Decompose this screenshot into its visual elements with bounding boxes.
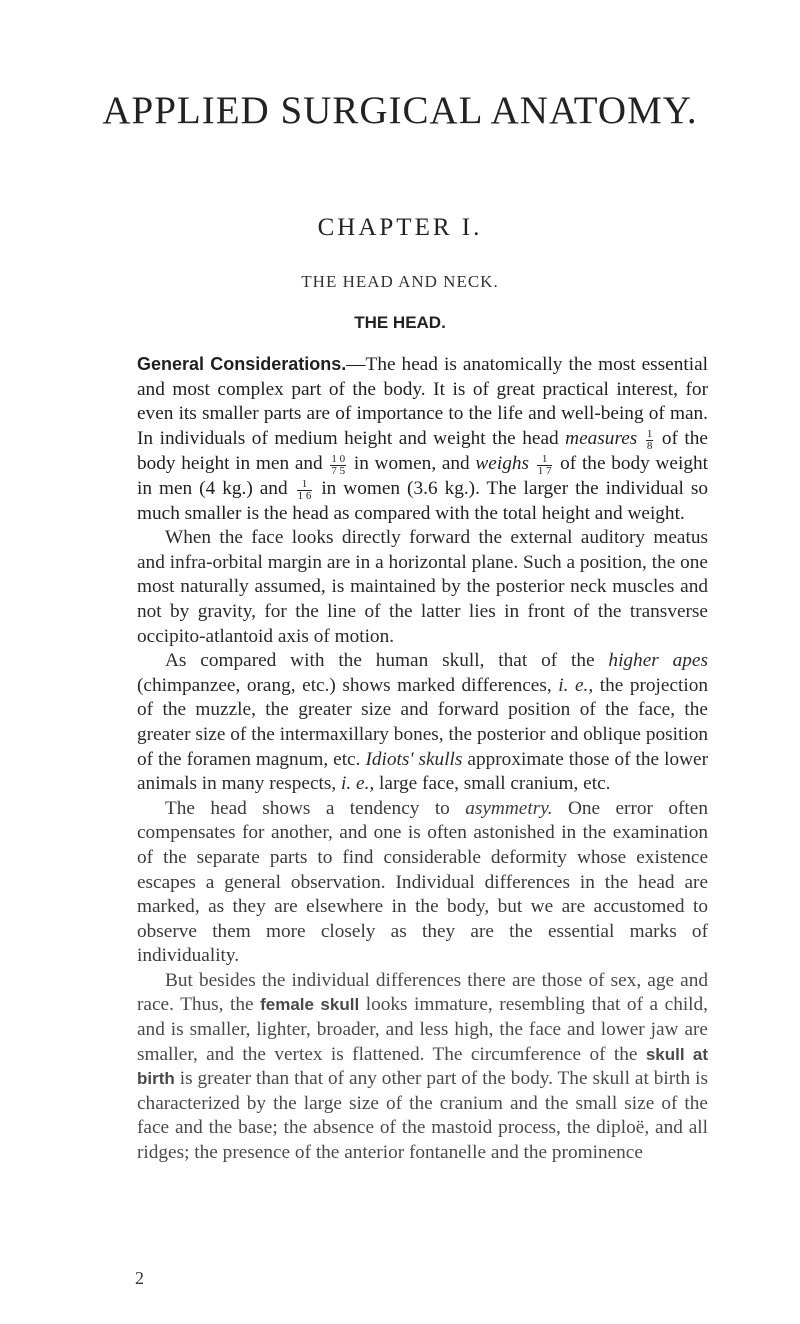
paragraph-head-position: When the face looks directly forward the external auditory meatus and infra-orbital margin are in a horizontal plane. Such a position, the one most naturally assumed, is maintained by the posterior neck muscles and not by gravity, for the line of the latter lies in front of the transverse occipito-atlantoid axis of motion. xyxy=(137,527,708,647)
bold-term: skull at birth xyxy=(137,1044,708,1089)
section-heading: THE HEAD. xyxy=(354,313,446,332)
lead-heading: General Considerations. xyxy=(137,354,347,374)
emphasis-text: i. e., xyxy=(341,773,375,795)
text-run: of the body weight in men (4 kg.) and xyxy=(137,452,708,499)
paragraph-apes-comparison xyxy=(137,649,708,797)
paragraph-general-considerations xyxy=(137,352,708,526)
text-run: One error often compensates for another, and one is often astonished in the examination of the separate parts to find considerable deformity whose existence escapes a general observation. Individual differences in the head are marked, as they are elsewhere in the body, but we are accustomed to observe them more closely as they are the essential marks of individuality. xyxy=(137,797,708,967)
fraction-denominator: 1 6 xyxy=(297,489,312,502)
text-run: is greater than that of any other part of the body. The skull at birth is characterized by the large size of the cranium and the small size of the face and the base; the absence of the mastoid process, the diploë, and all ridges; the presence of the anterior fontanelle and the prominence xyxy=(137,1068,708,1164)
fraction-denominator: 8 xyxy=(646,439,653,452)
fraction-numerator: 1 xyxy=(646,427,653,440)
fraction-numerator: 1 xyxy=(297,479,313,491)
text-run: —The head is anatomically the most essential and most complex part of the body. It is of great practical interest, for even its smaller parts are of importance to the life and well-being of man. In individuals of medium height and weight the head xyxy=(137,354,708,449)
emphasis-text: weighs xyxy=(475,452,529,474)
text-run: of the body height in men and xyxy=(137,427,708,474)
book-title: APPLIED SURGICAL ANATOMY. xyxy=(102,89,698,132)
text-run: the projection of the muzzle, the greater size and forward position of the face, the greater size of the intermaxillary bones, the posterior and oblique position of the foramen magnum, etc. xyxy=(137,674,708,770)
text-run: in women (3.6 kg.). The larger the individual so much smaller is the head as compared with the total height and weight. xyxy=(137,477,708,524)
fraction xyxy=(297,479,313,502)
part-heading: THE HEAD AND NECK. xyxy=(301,272,499,291)
bold-term: female skull xyxy=(260,995,360,1015)
text-run: large face, small cranium, etc. xyxy=(374,773,611,795)
emphasis-text: measures xyxy=(565,427,638,449)
emphasis-text: i. e., xyxy=(558,674,594,696)
emphasis-text: Idiots' skulls xyxy=(365,748,463,770)
body-text xyxy=(137,352,708,1166)
fraction-denominator: 1 7 xyxy=(537,464,552,477)
page-number: 2 xyxy=(135,1268,144,1288)
text-run: looks immature, resembling that of a child, and is smaller, lighter, broader, and less high, the face and lower jaw are smaller, and the vertex is flattened. The circumference of the xyxy=(137,994,709,1065)
emphasis-text: higher apes xyxy=(608,650,708,672)
fraction-denominator: 7 5 xyxy=(331,464,346,477)
fraction-numerator: 1 xyxy=(537,454,553,466)
fraction xyxy=(330,454,346,477)
fraction-numerator: 1 0 xyxy=(331,452,346,465)
chapter-heading: CHAPTER I. xyxy=(317,214,483,241)
paragraph-asymmetry xyxy=(137,797,708,969)
text-run: approximate those of the lower animals in many respects, xyxy=(137,748,709,795)
fraction xyxy=(646,429,654,452)
text-run: in women, and xyxy=(348,452,476,474)
paragraph-sex-age-race xyxy=(137,969,708,1166)
fraction xyxy=(537,454,553,477)
emphasis-text: asymmetry. xyxy=(465,797,553,819)
text-run: The head shows a tendency to xyxy=(165,797,466,819)
text-run: But besides the individual differences there are those of sex, age and race. Thus, the xyxy=(137,969,708,1016)
text-run: (chimpanzee, orang, etc.) shows marked differences, xyxy=(137,674,559,696)
text-run: As compared with the human skull, that of the xyxy=(165,650,609,672)
